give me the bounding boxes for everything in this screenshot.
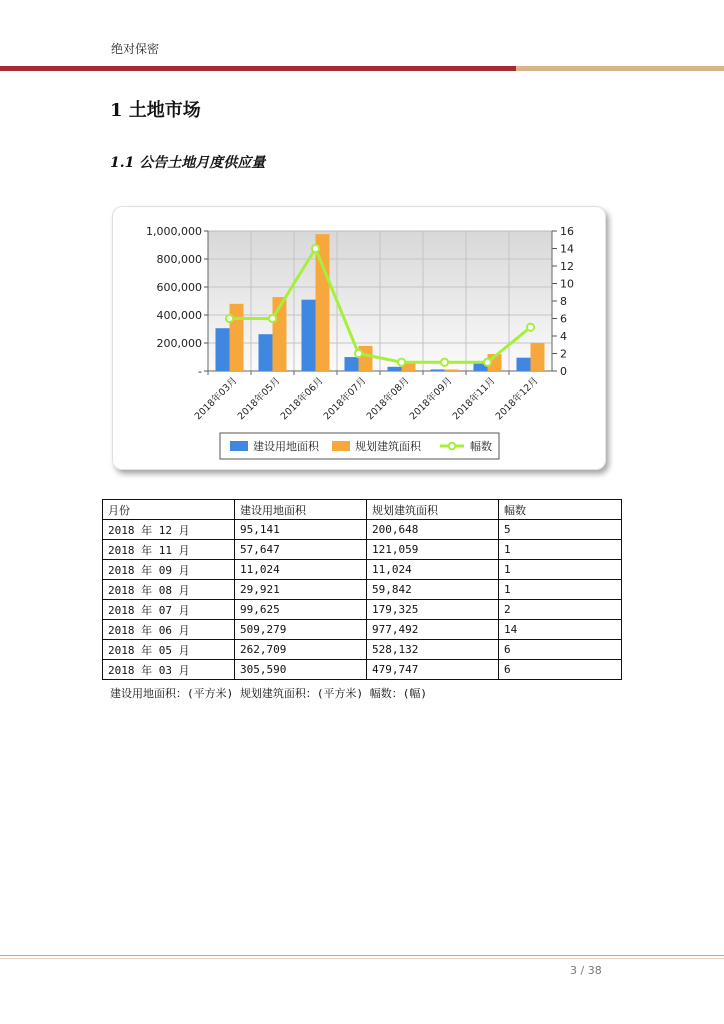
- bar-land-area: [517, 358, 531, 371]
- line-point-count: [527, 324, 534, 331]
- table-row: [103, 640, 622, 660]
- left-axis-tick-label: -: [198, 365, 202, 378]
- table-cell: 2018 年 06 月: [103, 620, 235, 640]
- table-cell: 2018 年 09 月: [103, 560, 235, 580]
- right-axis-tick-label: 0: [560, 365, 567, 378]
- chart-panel: [112, 206, 606, 470]
- table-header-count: 幅数: [499, 500, 622, 520]
- bar-building-area: [531, 343, 545, 371]
- table-cell: 200,648: [367, 520, 499, 540]
- table-header-land-area: 建设用地面积: [235, 500, 367, 520]
- legend-label: 规划建筑面积: [355, 440, 421, 453]
- left-axis-tick-label: 400,000: [156, 309, 202, 322]
- x-axis-tick-label: 2018年08月: [364, 375, 412, 423]
- header-bar-red: [0, 66, 516, 71]
- table-cell: 11,024: [235, 560, 367, 580]
- table-cell: 121,059: [367, 540, 499, 560]
- table-cell: 1: [499, 580, 622, 600]
- table-header-month: 月份: [103, 500, 235, 520]
- table-row: [103, 520, 622, 540]
- right-axis-tick-label: 2: [560, 347, 567, 361]
- footer-rule: [0, 955, 724, 956]
- table-cell: 977,492: [367, 620, 499, 640]
- right-axis-tick-label: 8: [560, 295, 567, 308]
- table-cell: 1: [499, 540, 622, 560]
- table-row: [103, 660, 622, 680]
- x-axis-tick-label: 2018年06月: [278, 375, 326, 423]
- page-number: 3 / 38: [570, 964, 602, 977]
- table-cell: 305,590: [235, 660, 367, 680]
- legend-label: 建设用地面积: [253, 440, 319, 453]
- left-axis-tick-label: 800,000: [156, 253, 202, 266]
- line-point-count: [226, 315, 233, 322]
- x-axis-tick-label: 2018年11月: [450, 375, 498, 423]
- table-row: [103, 620, 622, 640]
- table-cell: 528,132: [367, 640, 499, 660]
- table-cell: 6: [499, 660, 622, 680]
- line-point-count: [312, 245, 319, 252]
- x-axis-tick-label: 2018年05月: [235, 375, 283, 423]
- table-cell: 2018 年 12 月: [103, 520, 235, 540]
- bar-land-area: [216, 328, 230, 371]
- table-row: [103, 580, 622, 600]
- legend-swatch: [230, 441, 248, 451]
- table-cell: 29,921: [235, 580, 367, 600]
- line-point-count: [398, 359, 405, 366]
- x-axis-tick-label: 2018年07月: [321, 375, 369, 423]
- table-cell: 2: [499, 600, 622, 620]
- x-axis-tick-label: 2018年03月: [192, 375, 240, 423]
- supply-table: [102, 499, 622, 680]
- left-axis-tick-label: 200,000: [156, 337, 202, 350]
- header-bar-tan: [516, 66, 724, 71]
- table-header-row: [103, 500, 622, 520]
- footer-rule-light: [0, 958, 724, 959]
- right-axis-tick-label: 12: [560, 260, 574, 273]
- bar-building-area: [230, 304, 244, 371]
- table-cell: 11,024: [367, 560, 499, 580]
- table-cell: 1: [499, 560, 622, 580]
- bar-land-area: [431, 369, 445, 371]
- table-row: [103, 560, 622, 580]
- right-axis-tick-label: 10: [560, 277, 574, 291]
- table-cell: 2018 年 08 月: [103, 580, 235, 600]
- bar-land-area: [259, 334, 273, 371]
- table-cell: 2018 年 11 月: [103, 540, 235, 560]
- bar-land-area: [302, 300, 316, 371]
- x-axis-tick-label: 2018年12月: [493, 375, 541, 423]
- bar-land-area: [388, 367, 402, 371]
- right-axis-tick-label: 6: [560, 312, 567, 326]
- line-point-count: [355, 350, 362, 357]
- right-axis-tick-label: 16: [560, 225, 574, 238]
- table-cell: 95,141: [235, 520, 367, 540]
- bar-land-area: [345, 357, 359, 371]
- legend-point-swatch: [449, 443, 456, 450]
- line-point-count: [441, 359, 448, 366]
- table-cell: 6: [499, 640, 622, 660]
- table-header-building-area: 规划建筑面积: [367, 500, 499, 520]
- x-axis-tick-label: 2018年09月: [407, 375, 455, 423]
- line-point-count: [269, 315, 276, 322]
- legend-swatch: [332, 441, 350, 451]
- left-axis-tick-label: 600,000: [156, 281, 202, 294]
- line-point-count: [484, 359, 491, 366]
- table-cell: 57,647: [235, 540, 367, 560]
- table-cell: 99,625: [235, 600, 367, 620]
- table-cell: 262,709: [235, 640, 367, 660]
- table-cell: 59,842: [367, 580, 499, 600]
- table-cell: 179,325: [367, 600, 499, 620]
- right-axis-tick-label: 14: [560, 242, 574, 256]
- table-cell: 2018 年 07 月: [103, 600, 235, 620]
- table-cell: 2018 年 05 月: [103, 640, 235, 660]
- subsection-heading: 1.1 公告土地月度供应量: [110, 155, 266, 171]
- bar-building-area: [445, 369, 459, 371]
- units-note: 建设用地面积：(平方米) 规划建筑面积：(平方米) 幅数：(幅): [110, 687, 427, 700]
- table-cell: 509,279: [235, 620, 367, 640]
- header-title: 绝对保密: [111, 42, 160, 56]
- table-cell: 5: [499, 520, 622, 540]
- table-row: [103, 540, 622, 560]
- supply-chart: [112, 206, 606, 470]
- table-cell: 479,747: [367, 660, 499, 680]
- legend-label: 幅数: [470, 440, 492, 453]
- table-row: [103, 600, 622, 620]
- right-axis-tick-label: 4: [560, 330, 567, 343]
- section-heading: 1 土地市场: [110, 100, 201, 121]
- table-cell: 14: [499, 620, 622, 640]
- left-axis-tick-label: 1,000,000: [146, 225, 202, 238]
- table-cell: 2018 年 03 月: [103, 660, 235, 680]
